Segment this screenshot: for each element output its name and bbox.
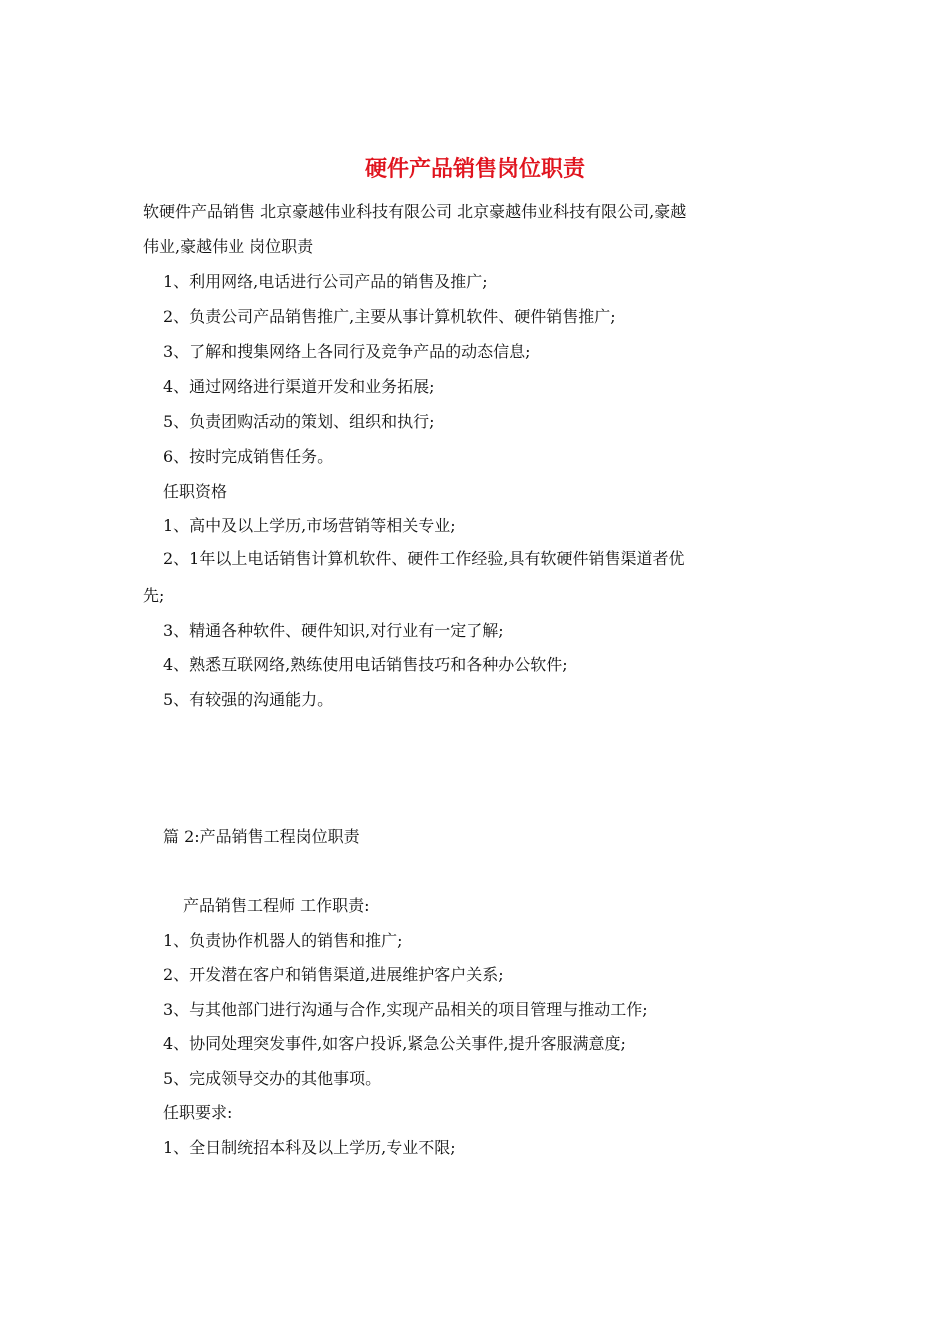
qualification-item: 2、1年以上电话销售计算机软件、硬件工作经验,具有软硬件销售渠道者优 xyxy=(163,549,685,568)
duty-item: 5、负责团购活动的策划、组织和执行; xyxy=(163,412,435,431)
section2-duty-item: 2、开发潜在客户和销售渠道,进展维护客户关系; xyxy=(163,965,504,984)
qualifications-heading: 任职资格 xyxy=(163,482,228,501)
section2-requirements-heading: 任职要求: xyxy=(163,1103,233,1122)
section2-duty-item: 3、与其他部门进行沟通与合作,实现产品相关的项目管理与推动工作; xyxy=(163,1000,648,1019)
duty-item: 6、按时完成销售任务。 xyxy=(163,447,334,466)
section2-heading: 篇 2:产品销售工程岗位职责 xyxy=(163,827,360,846)
intro-line: 伟业,豪越伟业 岗位职责 xyxy=(143,237,314,256)
qualification-item: 4、熟悉互联网络,熟练使用电话销售技巧和各种办公软件; xyxy=(163,655,568,674)
section2-requirement-item: 1、全日制统招本科及以上学历,专业不限; xyxy=(163,1138,456,1157)
section2-duty-item: 4、协同处理突发事件,如客户投诉,紧急公关事件,提升客服满意度; xyxy=(163,1034,626,1053)
intro-line: 软硬件产品销售 北京豪越伟业科技有限公司 北京豪越伟业科技有限公司,豪越 xyxy=(143,202,687,221)
qualification-item-continuation: 先; xyxy=(143,586,165,605)
section2-duty-item: 5、完成领导交办的其他事项。 xyxy=(163,1069,382,1088)
duty-item: 3、了解和搜集网络上各同行及竞争产品的动态信息; xyxy=(163,342,531,361)
document-title: 硬件产品销售岗位职责 xyxy=(364,156,585,182)
section2-duty-item: 1、负责协作机器人的销售和推广; xyxy=(163,931,403,950)
qualification-item: 3、精通各种软件、硬件知识,对行业有一定了解; xyxy=(163,621,504,640)
qualification-item: 1、高中及以上学历,市场营销等相关专业; xyxy=(163,516,456,535)
section2-subheading: 产品销售工程师 工作职责: xyxy=(183,896,370,915)
duty-item: 1、利用网络,电话进行公司产品的销售及推广; xyxy=(163,272,488,291)
duty-item: 4、通过网络进行渠道开发和业务拓展; xyxy=(163,377,435,396)
qualification-item: 5、有较强的沟通能力。 xyxy=(163,690,334,709)
duty-item: 2、负责公司产品销售推广,主要从事计算机软件、硬件销售推广; xyxy=(163,307,616,326)
